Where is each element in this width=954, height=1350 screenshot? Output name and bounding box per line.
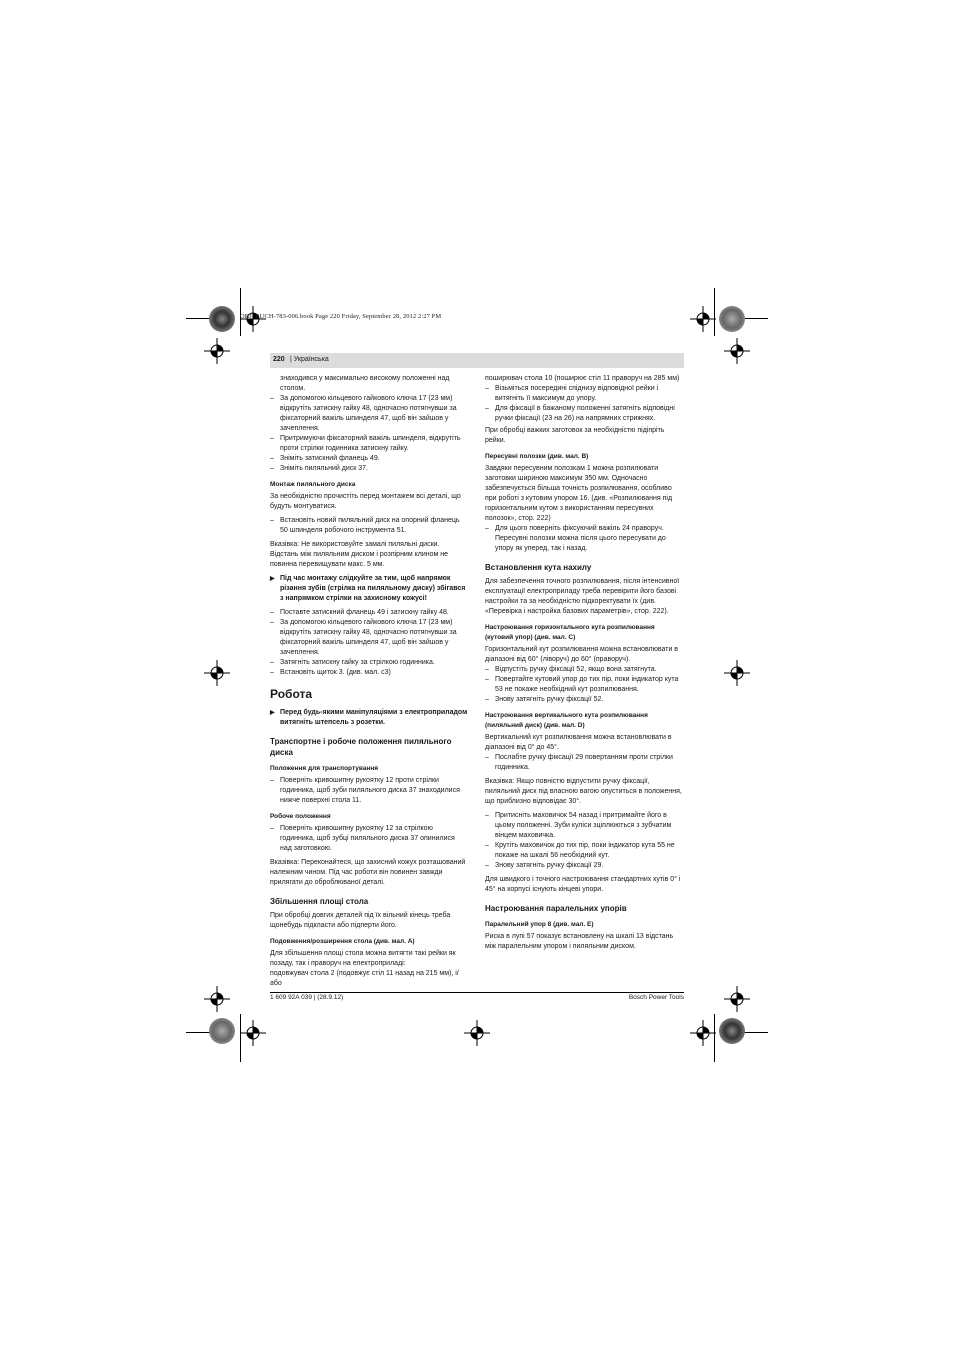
subsection-heading: Положення для транспортування <box>270 765 379 772</box>
page-header-band <box>270 353 684 368</box>
registration-target-icon <box>464 1020 490 1046</box>
registration-target-icon <box>724 986 750 1012</box>
color-dial-icon <box>209 306 235 332</box>
list-item: – Зніміть затискний фланець 49. <box>270 454 468 464</box>
list-item: – Поверніть кривошипну рукоятку 12 за стрілкою годинника, щоб зубці пиляльного диска 37 опинилися над заготовкою. <box>270 824 468 854</box>
subsection-heading: Паралельний упор 8 (див. мал. E) <box>485 921 594 928</box>
footer-doc-number: 1 609 92A 039 | (28.9.12) <box>270 994 344 1001</box>
registration-target-icon <box>690 1020 716 1046</box>
registration-target-icon <box>204 338 230 364</box>
subsection-heading: Пересувні полозки (див. мал. B) <box>485 453 589 460</box>
subsection-heading: Настроювання горизонтального кута розпилювання (кутовий упор) (див. мал. C) <box>485 624 655 641</box>
subsection-heading: Настроювання вертикального кута розпилювання (пиляльний диск) (див. мал. D) <box>485 712 648 729</box>
right-column <box>485 374 683 956</box>
list-item: – Притримуючи фіксаторний важіль шпинделя, відкрутіть проти стрілки годинника затискну гайку. <box>270 434 468 454</box>
registration-target-icon <box>240 1020 266 1046</box>
list-item: – Відпустіть ручку фіксації 52, якщо вона затягнута. <box>485 665 683 675</box>
registration-target-icon <box>690 306 716 332</box>
paragraph: Риска в лупі 57 показує встановлену на шкалі 13 відстань між паралельним упором і пиляльним диском. <box>485 933 674 950</box>
page-number: 220 <box>273 356 285 363</box>
list-item: – Затягніть затискну гайку за стрілкою годинника. <box>270 658 468 668</box>
file-info-line: OBJ_BUCH-783-006.book Page 220 Friday, September 28, 2012 2:27 PM <box>240 313 442 320</box>
section-heading: Транспортне і робоче положення пиляльного диска <box>270 737 452 757</box>
paragraph: Для забезпечення точного розпилювання, після інтенсивної експлуатації електроприладу треба перевірити його базові настройки та за необхідністю підкоректувати їх (див. «Перевірка і настройка базових параметрів», стор. 222). <box>485 578 680 615</box>
list-item: – Послабте ручку фіксації 29 повертанням проти стрілки годинника. <box>485 753 683 773</box>
list-item: – Крутіть маховичок до тих пір, поки індикатор кута 55 не покаже на шкалі 56 необхідний кут. <box>485 841 683 861</box>
paragraph: Для збільшення площі стола можна витягти такі рейки як позаду, так і праворуч на електроприладі: <box>270 950 456 967</box>
paragraph: Для швидкого і точного настроювання стандартних кутів 0° і 45° на корпусі існують кінцеві упори. <box>485 876 681 893</box>
list-item: – Знову затягніть ручку фіксації 52. <box>485 695 683 705</box>
registration-target-icon <box>724 660 750 686</box>
paragraph: За необхідністю прочистіть перед монтажем всі деталі, що будуть монтуватися. <box>270 493 461 510</box>
note: Вказівка: Якщо повністю відпустити ручку фіксації, пиляльний диск під власною вагою опуститься в положення, що приблизно відповідає 30°. <box>485 778 682 805</box>
list-item: – Повертайте кутовий упор до тих пір, поки індикатор кута 53 не покаже необхідний кут розпилювання. <box>485 675 683 695</box>
registration-target-icon <box>204 660 230 686</box>
color-dial-icon <box>719 306 745 332</box>
list-item: – Притисніть маховичок 54 назад і притримайте його в цьому положенні. Зуби куліси зціплюються з зубчатим вінцем маховичка. <box>485 811 683 841</box>
paragraph: Завдяки пересувним полозкам 1 можна розпилювати заготовки шириною максимум 350 мм. Одночасно забезпечується більша точність розпилювання, особливо при роботі з кутовим упором 16. (див. «Розпилювання під горизонтальним кутом з використанням пересувних полозок», стор. 222) <box>485 465 673 522</box>
chapter-heading: Робота <box>270 687 313 701</box>
registration-target-icon <box>724 338 750 364</box>
list-item: – Зніміть пиляльний диск 37. <box>270 464 468 474</box>
warning-item: ▶ Під час монтажу слідкуйте за тим, щоб напрямок різання зубів (стрілка на пиляльному диску) збігався з напрямком стрілки на захисному кожусі! <box>270 574 468 604</box>
paragraph: знаходився у максимально високому положенні над столом. <box>280 375 450 392</box>
list-item: – За допомогою кільцевого гайкового ключа 17 (23 мм) відкрутіть затискну гайку 48, одночасно потягнувши за фіксаторний важіль шпинделя 47, щоб він зайшов у зачеплення. <box>270 394 468 434</box>
list-item: – Встановіть щиток 3. (див. мал. c3) <box>270 668 468 678</box>
list-item: – Для фіксації в бажаному положенні затягніть відповідні ручки фіксації (23 на 26) на напрямних стрижнях. <box>485 404 683 424</box>
page-language: | Українська <box>290 356 329 363</box>
paragraph: Горизонтальний кут розпилювання можна встановлювати в діапазоні від 60° (ліворуч) до 60° (праворуч). <box>485 646 679 663</box>
paragraph: подовжувач стола 2 (подовжує стіл 11 назад на 215 мм), і/або <box>270 970 459 987</box>
list-item: – Поставте затискний фланець 49 і затискну гайку 48. <box>270 608 468 618</box>
left-column <box>270 374 468 993</box>
note: Вказівка: Переконайтеся, що захисний кожух розташований належним чином. Під час роботи він повинен завжди прилягати до оброблюваної деталі. <box>270 859 466 886</box>
color-dial-icon <box>719 1018 745 1044</box>
section-heading: Встановлення кута нахилу <box>485 563 592 572</box>
paragraph: При обробці довгих деталей під їх вільний кінець треба щонебудь підкласти або підперти його. <box>270 912 451 929</box>
subsection-heading: Подовження/розширення стола (див. мал. A) <box>270 938 415 945</box>
footer-rule <box>270 992 684 993</box>
list-item: – Поверніть кривошипну рукоятку 12 проти стрілки годинника, щоб зуби пиляльного диска 37 знаходилися нижче поверхні стола 11. <box>270 776 468 806</box>
registration-target-icon <box>204 986 230 1012</box>
section-heading: Настроювання паралельних упорів <box>485 904 627 913</box>
footer-brand: Bosch Power Tools <box>628 994 684 1001</box>
section-heading: Збільшення площі стола <box>270 897 369 906</box>
note: Вказівка: Не використовуйте замалі пиляльні диски. Відстань між пиляльним диском і розпірним клином не повинна перевищувати макс. 5 мм. <box>270 541 449 568</box>
color-dial-icon <box>209 1018 235 1044</box>
list-item: – Встановіть новий пиляльний диск на опорний фланець 50 шпинделя робочого інструмента 51. <box>270 516 468 536</box>
list-item: – За допомогою кільцевого гайкового ключа 17 (23 мм) відкрутіть затискну гайку 48, одночасно потягнувши за фіксаторний важіль шпинделя 47, щоб він зайшов у зачеплення. <box>270 618 468 658</box>
subsection-heading: Робоче положення <box>270 813 331 820</box>
section-heading: Монтаж пиляльного диска <box>270 481 356 488</box>
warning-item: ▶ Перед будь-якими маніпуляціями з електроприладом витягніть штепсель з розетки. <box>270 708 468 728</box>
paragraph: При обробці важких заготовок за необхідністю підіпріть рейки. <box>485 427 665 444</box>
paragraph: Вертикальний кут розпилювання можна встановлювати в діапазоні від 0° до 45°. <box>485 734 672 751</box>
list-item: – Для цього поверніть фіксуючий важіль 24 праворуч. Пересувні полозки можна після цього пересувати до упору як уперед, так і назад. <box>485 524 683 554</box>
paragraph: поширювач стола 10 (поширює стіл 11 праворуч на 285 мм) <box>485 375 680 382</box>
list-item: – Візьміться посередині спіднизу відповідної рейки і витягніть її максимум до упору. <box>485 384 683 404</box>
list-item: – Знову затягніть ручку фіксації 29. <box>485 861 683 871</box>
